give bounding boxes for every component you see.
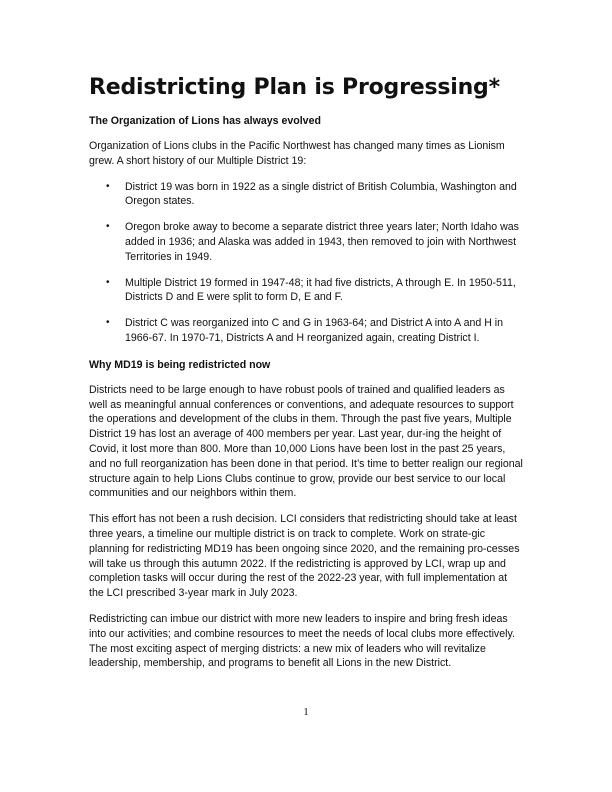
section-heading-evolution: The Organization of Lions has always evolved bbox=[89, 115, 321, 127]
page-title: Redistricting Plan is Progressing* bbox=[89, 75, 500, 100]
bullet-text: Multiple District 19 formed in 1947-48; it had five districts, A through E. In 1950-511, Districts D and E were split to form D, E and F. bbox=[125, 276, 516, 304]
page-number: 1 bbox=[303, 706, 309, 718]
history-bullet-item bbox=[89, 316, 523, 346]
body-paragraph: This effort has not been a rush decision. LCI considers that redistricting should take at least three years, a timeline our multiple district is on track to complete. Work on strate-gic planning for redistricting MD19 has been ongoing since 2020, and the remaining pro-cesses will take us through this autumn 2022. If the redistricting is approved by LCI, wrap up and completion tasks will occur during the rest of the 2022-23 year, with full implementation at the LCI prescribed 3-year mark in July 2023. bbox=[89, 513, 520, 600]
section-heading-why: Why MD19 is being redistricted now bbox=[89, 358, 271, 371]
history-bullet-list bbox=[89, 180, 523, 346]
bullet-icon: • bbox=[106, 276, 110, 288]
history-bullet-item bbox=[89, 276, 523, 306]
body-paragraph: Redistricting can imbue our district with more new leaders to inspire and bring fresh ideas into our activities; and combine resources to meet the needs of local clubs more effectively. The most exciting aspect of merging districts: a new mix of leaders who will revitalize leadership, membership, and programs to benefit all Lions in the new District. bbox=[89, 612, 515, 670]
history-bullet-item bbox=[89, 180, 523, 210]
bullet-text: Oregon broke away to become a separate district three years later; North Idaho was added in 1936; and Alaska was added in 1943, then removed to join with Northwest Territories in 1949. bbox=[125, 221, 519, 263]
bullet-icon: • bbox=[106, 317, 110, 329]
bullet-text: District C was reorganized into C and G in 1963-64; and District A into A and H in 1966-67. In 1970-71, Districts A and H reorganized again, creating District I. bbox=[125, 317, 504, 344]
intro-paragraph: Organization of Lions clubs in the Pacific Northwest has changed many times as Lionism grew. A short history of our Multiple District 19: bbox=[89, 140, 505, 167]
bullet-icon: • bbox=[106, 180, 110, 192]
document-page bbox=[89, 74, 523, 682]
body-paragraph: Districts need to be large enough to have robust pools of trained and qualified leaders as well as meaningful annual conferences or conventions, and adequate resources to support the operations and development of the clubs in them. Through the past five years, Multiple District 19 has lost an average of 400 members per year. Last year, dur-ing the height of Covid, it lost more than 800. More than 10,000 Lions have been lost in the past 25 years, and no full reorganization has been done in that period. It’s time to better realign our regional structure again to help Lions Clubs continue to grow, provide our best service to our local communities and our neighbors within them. bbox=[89, 383, 523, 500]
history-bullet-item bbox=[89, 220, 523, 264]
bullet-icon: • bbox=[106, 221, 110, 233]
bullet-text: District 19 was born in 1922 as a single district of British Columbia, Washington and Oregon states. bbox=[125, 180, 517, 208]
